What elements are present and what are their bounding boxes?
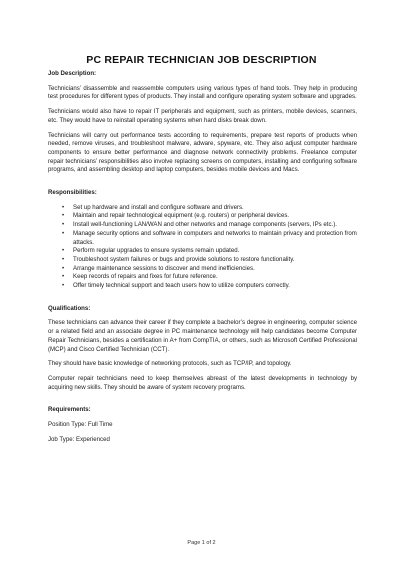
job-description-heading: Job Description: (48, 70, 97, 77)
page-number: Page 1 of 2 (187, 540, 216, 546)
list-item: • Offer timely technical support and teach users how to utilize computers correctly. (48, 282, 357, 291)
qualifications-paragraph-2: They should have basic knowledge of networking protocols, such as TCP/IP, and topology. (48, 360, 292, 368)
list-item: • Maintain and repair technological equipment (e.g. routers) or peripheral devices. (48, 212, 357, 221)
list-item: • Manage security options and software in computers and networks to maintain privacy and protection from attacks. (48, 230, 357, 247)
list-item: • Set up hardware and install and configure software and drivers. (48, 204, 357, 213)
qualifications-paragraph-1: These technicians can advance their career if they complete a bachelor’s degree in engineering, computer science or a related field and an associate degree in PC maintenance technology will help candidates become Computer Repair Technicians, besides a certification in A+ from CompTIA, or others, such as Microsoft Certified Professional (MCP) and Cisco Certified Technician (CCT). (48, 319, 357, 353)
job-description-paragraph-3: Technicians will carry out performance tests according to requirements, prepare test reports of products when needed, remove viruses, and troubleshoot malware, adware, spyware, etc. They also adjust computer hardware components to ensure better performance and diagnose network connectivity problems. Freelance computer repair technicians’ responsibilities also involve replacing screens on computers, installing and configuring software programs, and assembling desktop and laptop computers, besides mobile devices and Macs. (48, 131, 357, 174)
job-description-paragraph-2: Technicians would also have to repair IT peripherals and equipment, such as printers, mobile devices, scanners, etc. They would have to reinstall operating systems when hard disks break down. (48, 108, 357, 124)
list-item: • Keep records of repairs and fixes for future reference. (48, 273, 357, 282)
responsibilities-heading: Responsibilities: (48, 189, 97, 197)
document-body (48, 70, 357, 445)
responsibilities-list (48, 204, 357, 291)
list-item: • Install well-functioning LAN/WAN and other networks and manage components (servers, IPs etc.). (48, 221, 357, 230)
qualifications-heading: Qualifications: (48, 304, 91, 312)
page-title: PC REPAIR TECHNICIAN JOB DESCRIPTION (86, 54, 317, 66)
requirements-heading: Requirements: (48, 406, 91, 414)
list-item: • Arrange maintenance sessions to discover and mend inefficiencies. (48, 265, 357, 274)
qualifications-paragraph-3: Computer repair technicians need to keep themselves abreast of the latest developments in technology by acquiring new skills. They should be aware of system recovery programs. (48, 374, 357, 391)
list-item: • Perform regular upgrades to ensure systems remain updated. (48, 247, 357, 256)
position-type: Position Type: Full Time (48, 421, 113, 429)
list-item: • Troubleshoot system failures or bugs and provide solutions to restore functionality. (48, 256, 357, 265)
job-description-paragraph-1: Technicians’ disassemble and reassemble computers using various types of hand tools. They help in producing test procedures for different types of products. They install and configure operating system software and upgrades. (48, 84, 357, 101)
job-type: Job Type: Experienced (48, 435, 110, 443)
